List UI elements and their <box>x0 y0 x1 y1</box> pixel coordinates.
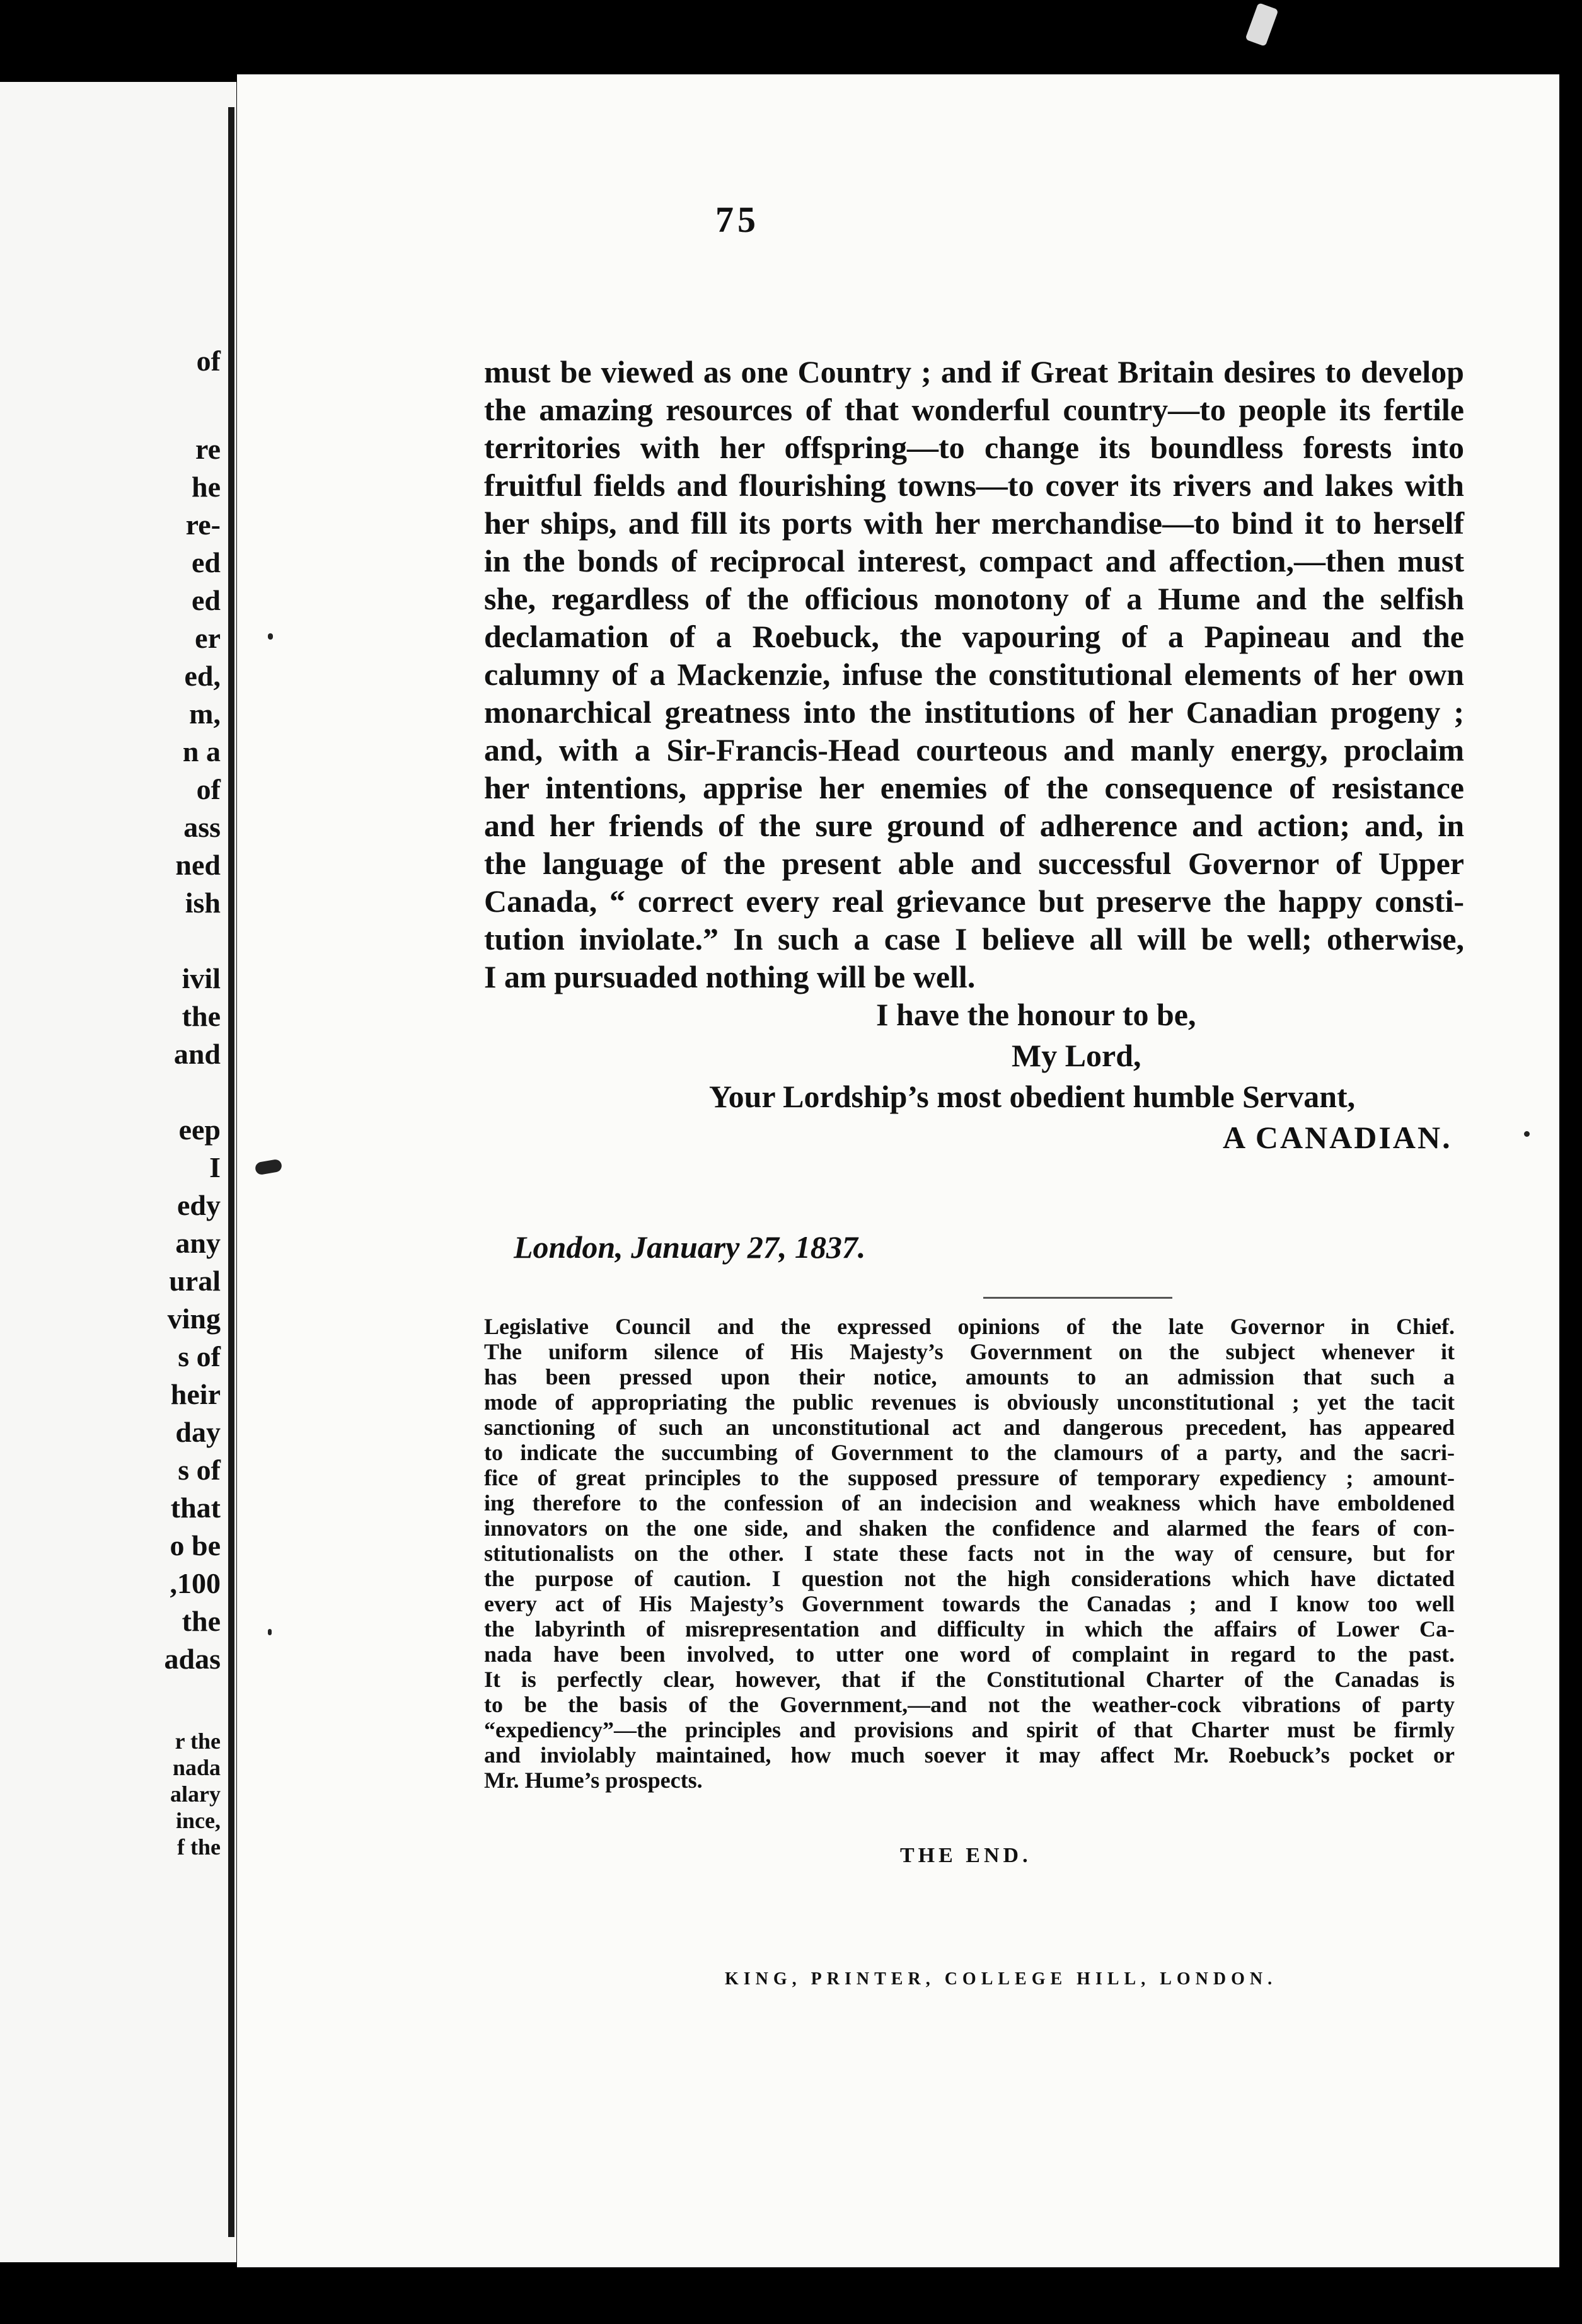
left-fragment: ass <box>183 811 221 843</box>
left-fragment: s of <box>178 1454 221 1486</box>
left-fragment: I <box>209 1151 221 1183</box>
left-fragment: er <box>195 622 221 654</box>
left-fragment: s of <box>178 1340 221 1372</box>
footnote-line: sanctioning of such an unconstitutional act and dangerous precedent, has appeared <box>484 1415 1455 1440</box>
footnote-line: “expediency”—the principles and provisions and spirit of that Charter must be firmly <box>484 1717 1455 1742</box>
body-line-last: I am pursuaded nothing will be well. <box>484 959 976 994</box>
left-fragment: ed, <box>184 660 221 692</box>
left-fragment: ed <box>192 584 221 616</box>
left-fragment: n a <box>182 735 221 768</box>
left-fragment: re <box>195 433 221 465</box>
page-number: 75 <box>715 199 759 240</box>
closing-salutation: My Lord, <box>1012 1038 1141 1073</box>
left-fragment: ed <box>192 546 221 578</box>
footnote-line: the labyrinth of misrepresentation and difficulty in which the affairs of Lower Ca- <box>484 1616 1455 1642</box>
footnote-line: has been pressed upon their notice, amounts to an admission that such a <box>484 1364 1455 1389</box>
footnote-line: to be the basis of the Government,—and not the weather-cock vibrations of party <box>484 1692 1455 1717</box>
left-fragment: and <box>173 1038 221 1070</box>
left-note-fragment: f the <box>177 1834 221 1860</box>
left-fragment: ,100 <box>170 1567 221 1599</box>
body-line: territories with her offspring—to change its boundless forests into <box>484 430 1464 465</box>
closing-honour: I have the honour to be, <box>876 997 1196 1032</box>
body-line: tution inviolate.” In such a case I believe all will be well; otherwise, <box>484 921 1464 957</box>
left-fragment: the <box>182 1000 221 1032</box>
printer-imprint: KING, PRINTER, COLLEGE HILL, LONDON. <box>725 1969 1278 1989</box>
left-note-fragment: alary <box>170 1781 221 1807</box>
left-fragment: that <box>170 1492 221 1524</box>
left-fragment: ural <box>169 1265 221 1297</box>
footnote-line: stitutionalists on the other. I state these facts not in the way of censure, but for <box>484 1541 1455 1566</box>
footnote-line: to indicate the succumbing of Government to the clamours of a party, and the sacri- <box>484 1440 1455 1465</box>
page-gutter <box>228 107 234 2237</box>
left-fragment: of <box>196 345 221 377</box>
body-line: Canada, “ correct every real grievance but preserve the happy consti- <box>484 883 1464 919</box>
left-fragment: ving <box>167 1303 221 1335</box>
footnote-line: nada have been involved, to utter one word of complaint in regard to the past. <box>484 1642 1455 1667</box>
left-page-fragment <box>0 82 236 2262</box>
left-note-fragment: nada <box>172 1755 221 1780</box>
left-note-fragment: r the <box>175 1729 221 1754</box>
footnote-line: mode of appropriating the public revenues is obviously unconstitutional ; yet the tacit <box>484 1389 1455 1415</box>
footnote-line: Legislative Council and the expressed opinions of the late Governor in Chief. <box>484 1314 1455 1339</box>
left-fragment: the <box>182 1605 221 1637</box>
footnote-line: the purpose of caution. I question not the high considerations which have dictated <box>484 1566 1455 1591</box>
the-end: THE END. <box>900 1844 1032 1867</box>
stray-mark <box>268 633 273 640</box>
left-fragment: day <box>175 1416 221 1448</box>
corner-scribble <box>1245 3 1278 47</box>
body-line: in the bonds of reciprocal interest, compact and affection,—then must <box>484 543 1464 578</box>
body-line: must be viewed as one Country ; and if Great Britain desires to develop <box>484 354 1464 389</box>
footnote-line: every act of His Majesty’s Government towards the Canadas ; and I know too well <box>484 1591 1455 1616</box>
body-line: fruitful fields and flourishing towns—to cover its rivers and lakes with <box>484 468 1464 503</box>
body-line: and her friends of the sure ground of adherence and action; and, in <box>484 808 1464 843</box>
left-fragment: eep <box>178 1113 221 1146</box>
stray-mark <box>268 1629 272 1635</box>
body-line: she, regardless of the officious monotony of a Hume and the selfish <box>484 581 1464 616</box>
left-fragment: o be <box>170 1529 221 1562</box>
left-fragment: adas <box>164 1643 221 1675</box>
letter-date: London, January 27, 1837. <box>514 1229 866 1265</box>
footnote-line: and inviolably maintained, how much soever it may affect Mr. Roebuck’s pocket or <box>484 1742 1455 1768</box>
footnote-line: innovators on the one side, and shaken the confidence and alarmed the fears of con- <box>484 1516 1455 1541</box>
stray-mark <box>1524 1131 1530 1137</box>
left-fragment: heir <box>170 1378 221 1410</box>
footnote-rule <box>983 1297 1172 1299</box>
body-line: the language of the present able and successful Governor of Upper <box>484 846 1464 881</box>
left-fragment: of <box>196 773 221 805</box>
left-note-fragment: ince, <box>176 1808 221 1833</box>
body-line: monarchical greatness into the institutions of her Canadian progeny ; <box>484 694 1464 730</box>
body-line: her intentions, apprise her enemies of the consequence of resistance <box>484 770 1464 805</box>
signature: A CANADIAN. <box>1223 1120 1452 1155</box>
body-line: and, with a Sir-Francis-Head courteous and manly energy, proclaim <box>484 732 1464 768</box>
footnote-line: It is perfectly clear, however, that if the Constitutional Charter of the Canadas is <box>484 1667 1455 1692</box>
footnote-line: ing therefore to the confession of an indecision and weakness which have emboldened <box>484 1490 1455 1516</box>
left-fragment: re- <box>185 509 221 541</box>
body-line: her ships, and fill its ports with her merchandise—to bind it to herself <box>484 505 1464 541</box>
left-fragment: ivil <box>182 962 221 994</box>
footnote-line: fice of great principles to the supposed pressure of temporary expediency ; amount- <box>484 1465 1455 1490</box>
left-fragment: m, <box>189 698 221 730</box>
left-fragment: any <box>175 1227 221 1259</box>
left-fragment: ish <box>185 887 221 919</box>
footnote-line: The uniform silence of His Majesty’s Government on the subject whenever it <box>484 1339 1455 1364</box>
footnote-line-last: Mr. Hume’s prospects. <box>484 1768 703 1793</box>
left-fragment: ned <box>175 849 221 881</box>
left-fragment: he <box>192 471 221 503</box>
left-fragment: edy <box>177 1189 221 1221</box>
body-line: calumny of a Mackenzie, infuse the constitutional elements of her own <box>484 657 1464 692</box>
body-line: declamation of a Roebuck, the vapouring of a Papineau and the <box>484 619 1464 654</box>
closing-servant: Your Lordship’s most obedient humble Servant, <box>709 1079 1356 1114</box>
body-line: the amazing resources of that wonderful country—to people its fertile <box>484 392 1464 427</box>
